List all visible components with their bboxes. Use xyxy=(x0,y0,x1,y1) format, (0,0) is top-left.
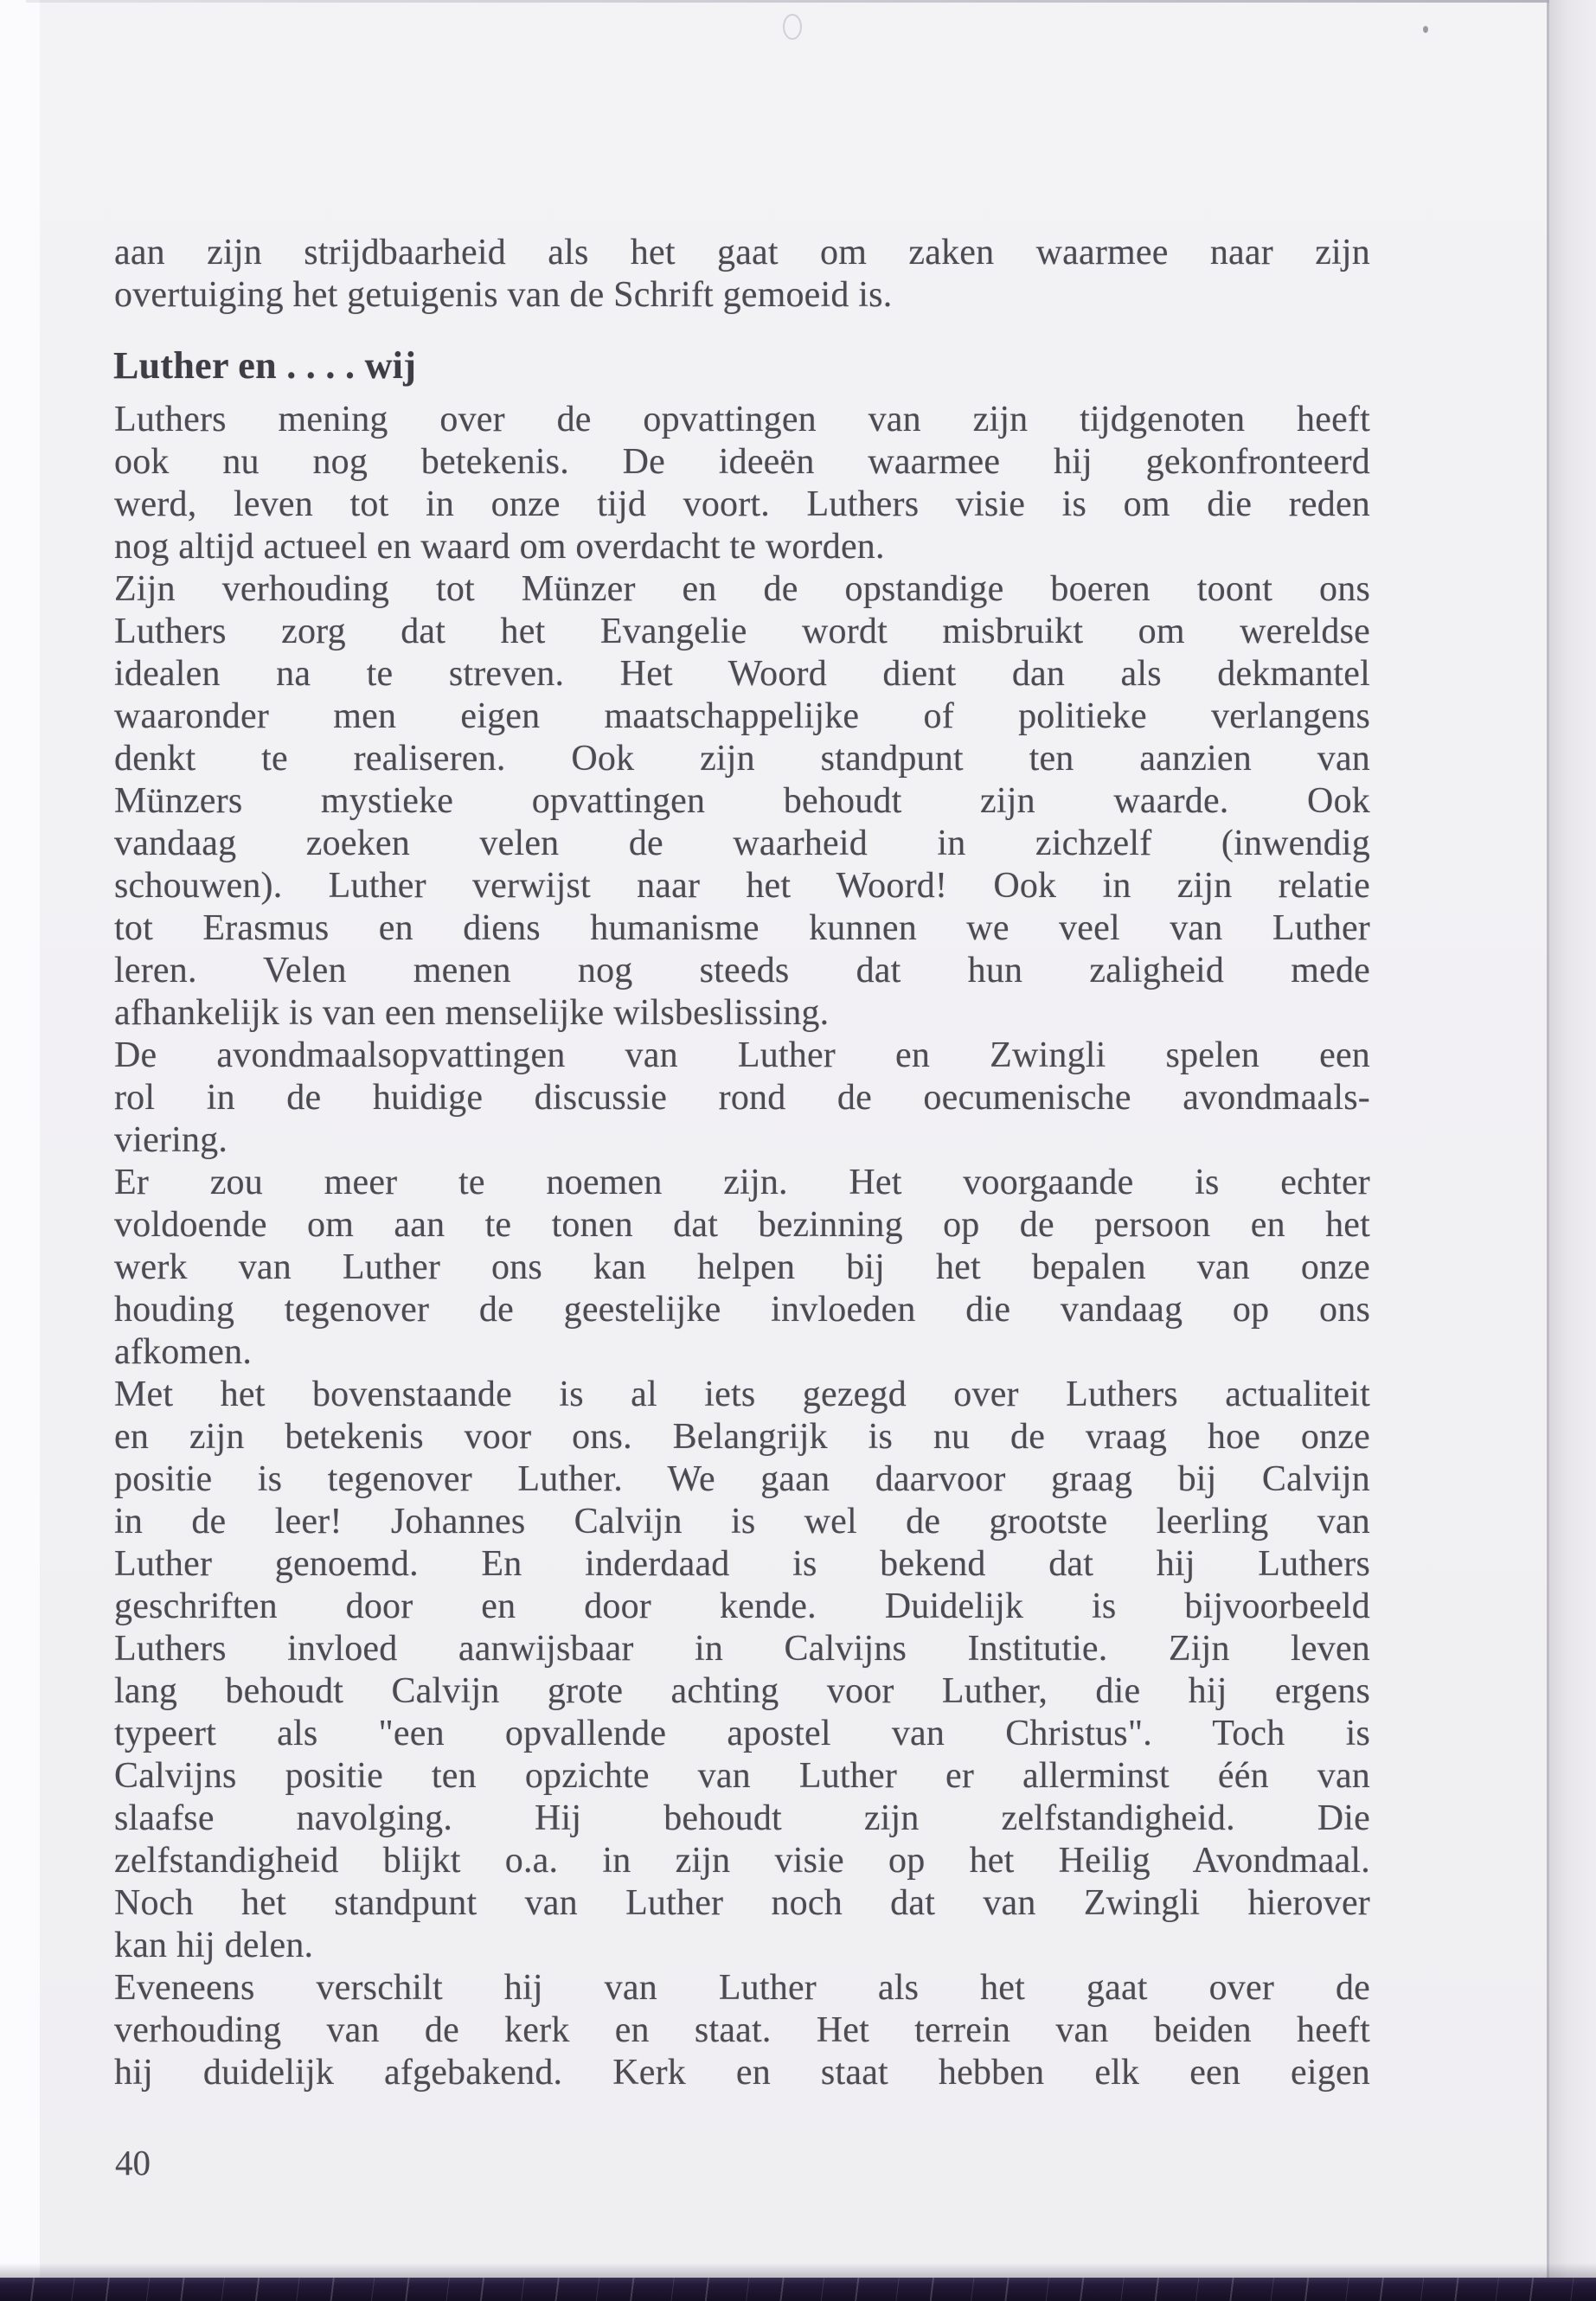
text-line: tot Erasmus en diens humanisme kunnen we veel van Luther xyxy=(114,908,1370,948)
text-line: Er zou meer te noemen zijn. Het voorgaande is echter xyxy=(114,1163,1370,1202)
text-line: viering. xyxy=(114,1120,228,1160)
page-bottom-shadow xyxy=(0,2263,1596,2279)
text-line: denkt te realiseren. Ook zijn standpunt ten aanzien van xyxy=(114,739,1370,779)
text-line: Luthers invloed aanwijsbaar in Calvijns Institutie. Zijn leven xyxy=(114,1629,1370,1669)
section-heading: Luther en . . . . wij xyxy=(113,344,417,387)
text-line: houding tegenover de geestelijke invloeden die vandaag op ons xyxy=(114,1290,1370,1330)
text-line: nog altijd actueel en waard om overdacht te worden. xyxy=(114,527,885,567)
page-number: 40 xyxy=(115,2143,151,2182)
text-line: Luthers mening over de opvattingen van zijn tijdgenoten heeft xyxy=(114,400,1370,439)
text-line: Eveneens verschilt hij van Luther als het gaat over de xyxy=(114,1968,1370,2008)
text-line: rol in de huidige discussie rond de oecumenische avondmaals- xyxy=(114,1078,1370,1118)
text-line: Met het bovenstaande is al iets gezegd over Luthers actualiteit xyxy=(114,1375,1370,1414)
scan-smudge xyxy=(783,14,802,40)
body-text xyxy=(114,399,1370,2094)
text-line: zelfstandigheid blijkt o.a. in zijn visie op het Heilig Avondmaal. xyxy=(114,1841,1370,1881)
text-line: hij duidelijk afgebakend. Kerk en staat hebben elk een eigen xyxy=(114,2053,1370,2093)
text-line: werk van Luther ons kan helpen bij het bepalen van onze xyxy=(114,1247,1370,1287)
text-line: ook nu nog betekenis. De ideeën waarmee hij gekonfronteerd xyxy=(114,442,1370,482)
intro-paragraph xyxy=(114,232,1370,317)
text-line: Zijn verhouding tot Münzer en de opstandige boeren toont ons xyxy=(114,569,1370,609)
scan-right-margin xyxy=(1549,0,1596,2301)
text-line: typeert als "een opvallende apostel van Christus". Toch is xyxy=(114,1714,1370,1753)
text-line: kan hij delen. xyxy=(114,1926,314,1965)
text-line: overtuiging het getuigenis van de Schrift gemoeid is. xyxy=(114,275,893,315)
text-line: afkomen. xyxy=(114,1332,253,1372)
text-line: leren. Velen menen nog steeds dat hun zaligheid mede xyxy=(114,951,1370,990)
text-line: schouwen). Luther verwijst naar het Woord! Ook in zijn relatie xyxy=(114,866,1370,906)
text-line: in de leer! Johannes Calvijn is wel de grootste leerling van xyxy=(114,1502,1370,1541)
text-line: Münzers mystieke opvattingen behoudt zijn waarde. Ook xyxy=(114,781,1370,821)
scan-top-edge xyxy=(26,0,1596,3)
text-line: vandaag zoeken velen de waarheid in zichzelf (inwendig xyxy=(114,824,1370,863)
text-line: Calvijns positie ten opzichte van Luther er allerminst één van xyxy=(114,1756,1370,1796)
text-line: lang behoudt Calvijn grote achting voor Luther, die hij ergens xyxy=(114,1671,1370,1711)
text-line: Luther genoemd. En inderdaad is bekend dat hij Luthers xyxy=(114,1544,1370,1584)
text-line: De avondmaalsopvattingen van Luther en Zwingli spelen een xyxy=(114,1035,1370,1075)
scan-speck xyxy=(1423,26,1428,33)
book-edge-bar xyxy=(0,2278,1596,2301)
text-line: werd, leven tot in onze tijd voort. Luthers visie is om die reden xyxy=(114,484,1370,524)
text-line: en zijn betekenis voor ons. Belangrijk is nu de vraag hoe onze xyxy=(114,1417,1370,1457)
text-line: Luthers zorg dat het Evangelie wordt misbruikt om wereldse xyxy=(114,612,1370,651)
text-line: idealen na te streven. Het Woord dient dan als dekmantel xyxy=(114,654,1370,694)
text-line: Noch het standpunt van Luther noch dat van Zwingli hierover xyxy=(114,1883,1370,1923)
text-line: waaronder men eigen maatschappelijke of politieke verlangens xyxy=(114,696,1370,736)
text-line: aan zijn strijdbaarheid als het gaat om zaken waarmee naar zijn xyxy=(114,233,1370,272)
text-line: slaafse navolging. Hij behoudt zijn zelfstandigheid. Die xyxy=(114,1798,1370,1838)
text-line: verhouding van de kerk en staat. Het terrein van beiden heeft xyxy=(114,2010,1370,2050)
scan-left-margin xyxy=(0,0,40,2301)
text-line: afhankelijk is van een menselijke wilsbeslissing. xyxy=(114,993,830,1033)
text-line: positie is tegenover Luther. We gaan daarvoor graag bij Calvijn xyxy=(114,1459,1370,1499)
text-line: geschriften door en door kende. Duidelijk is bijvoorbeeld xyxy=(114,1586,1370,1626)
text-line: voldoende om aan te tonen dat bezinning op de persoon en het xyxy=(114,1205,1370,1245)
